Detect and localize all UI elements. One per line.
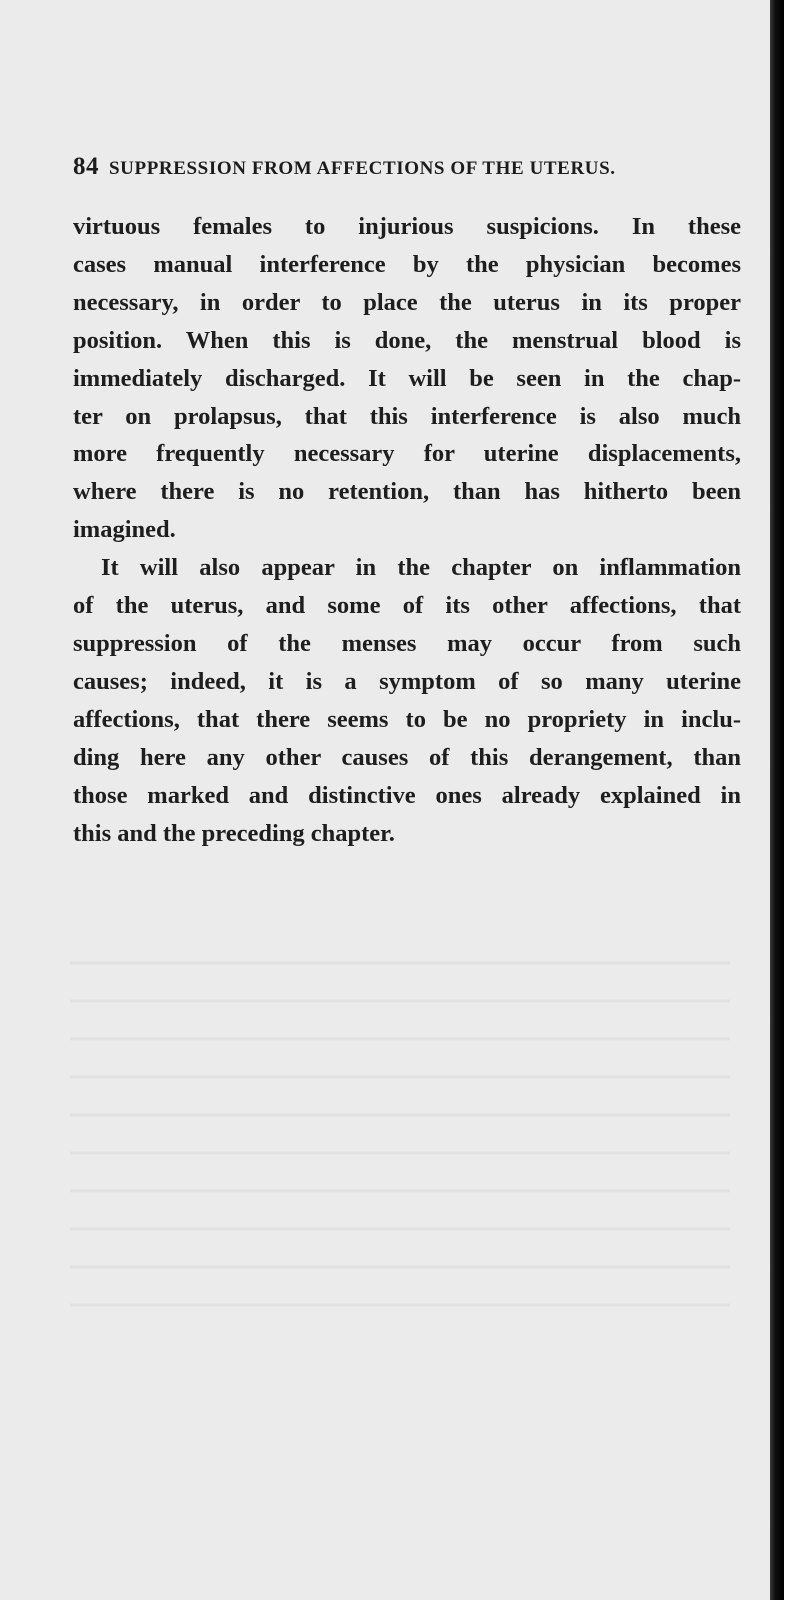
body-text <box>73 208 741 852</box>
text-line: position. When this is done, the menstrual blood is <box>73 326 741 354</box>
text-line: causes; indeed, it is a symptom of so many uterine <box>73 667 741 695</box>
text-line: immediately discharged. It will be seen in the chap- <box>73 364 741 392</box>
text-line: more frequently necessary for uterine displacements, <box>73 440 741 468</box>
text-line: this and the preceding chapter. <box>73 819 395 847</box>
paragraph-2 <box>73 549 741 852</box>
text-line: ter on prolapsus, that this interference is also much <box>73 402 741 430</box>
page-header <box>73 153 753 181</box>
running-head: SUPPRESSION FROM AFFECTIONS OF THE UTERUS. <box>109 158 616 179</box>
text-line: where there is no retention, than has hitherto been <box>73 478 741 506</box>
text-line: necessary, in order to place the uterus in its proper <box>73 288 741 316</box>
text-line: imagined. <box>73 516 176 544</box>
text-line: suppression of the menses may occur from such <box>73 629 741 657</box>
paragraph-1 <box>73 208 741 549</box>
show-through-texture <box>70 935 730 1335</box>
text-line: cases manual interference by the physician becomes <box>73 250 741 278</box>
text-line: ding here any other causes of this derangement, than <box>73 743 741 771</box>
page-number: 84 <box>73 153 99 180</box>
text-line: of the uterus, and some of its other affections, that <box>73 592 741 620</box>
text-line: affections, that there seems to be no propriety in inclu- <box>73 705 741 733</box>
text-line: those marked and distinctive ones already explained in <box>73 781 741 809</box>
text-line: It will also appear in the chapter on inflammation <box>101 554 741 582</box>
text-line: virtuous females to injurious suspicions. In these <box>73 213 741 240</box>
book-spine-edge <box>770 0 784 1600</box>
